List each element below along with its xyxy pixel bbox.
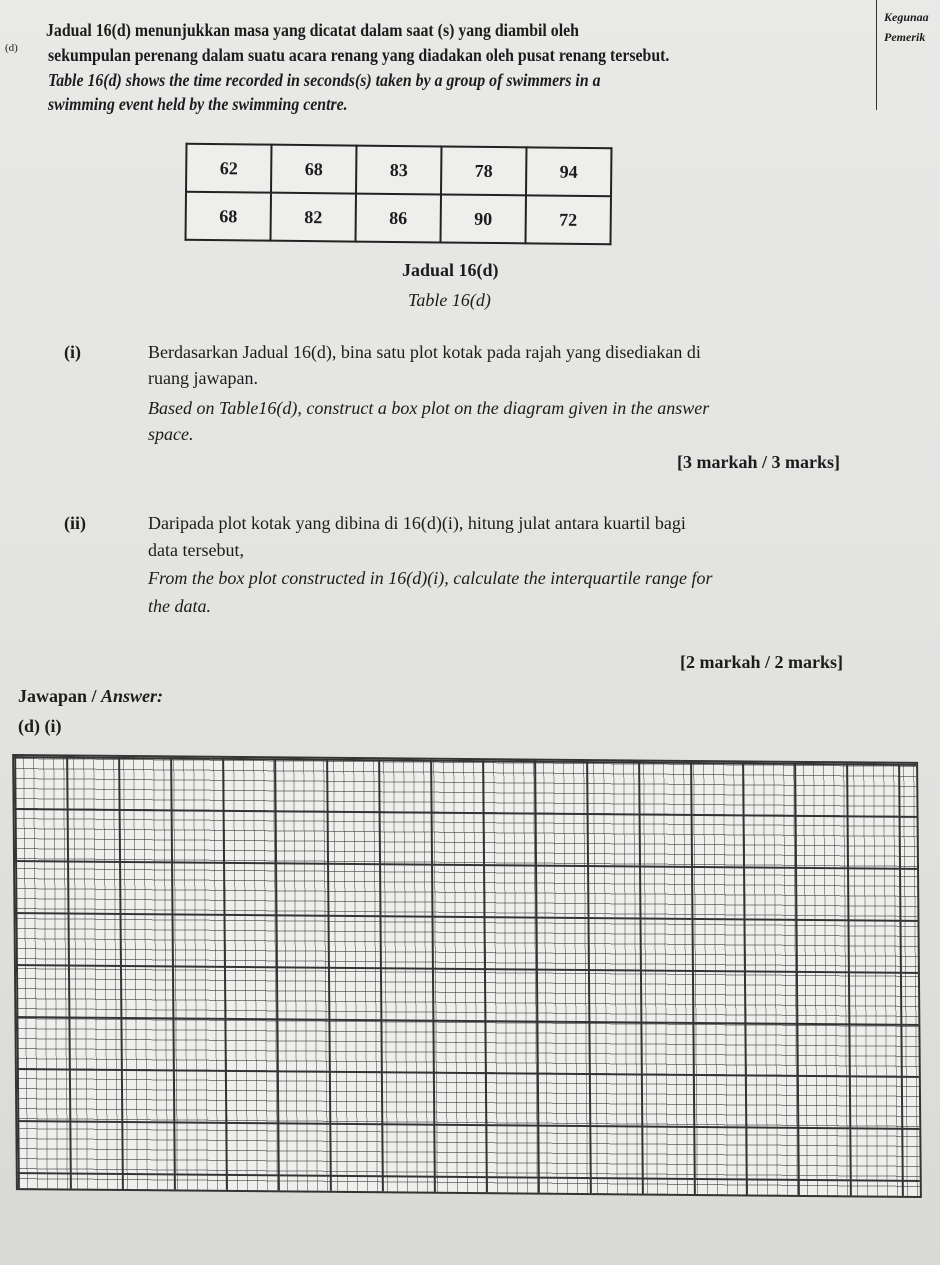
- part-ii-malay-line-2: data tersebut,: [148, 540, 244, 560]
- table-cell: 78: [441, 146, 526, 195]
- question-label: (d): [5, 42, 18, 54]
- answer-heading: [18, 686, 163, 707]
- part-ii-english-line-1: From the box plot constructed in 16(d)(i), calculate the interquartile range for: [148, 568, 713, 588]
- answer-sub-label: (d) (i): [18, 716, 62, 736]
- part-i-malay-line-2: ruang jawapan.: [148, 368, 258, 388]
- graph-paper-answer-area[interactable]: [12, 754, 922, 1198]
- table-row: [186, 144, 611, 196]
- question-english-line-2: swimming event held by the swimming centre.: [48, 94, 348, 114]
- table-cell: 86: [355, 194, 440, 243]
- part-i-marks: [3 markah / 3 marks]: [677, 452, 840, 472]
- part-i-malay-line-1: Berdasarkan Jadual 16(d), bina satu plot kotak pada rajah yang disediakan di: [148, 342, 701, 362]
- table-caption-malay: Jadual 16(d): [402, 260, 499, 280]
- table-cell: 82: [271, 193, 356, 242]
- table-cell: 68: [271, 145, 356, 194]
- answer-heading-english: Answer:: [101, 686, 164, 706]
- table-cell: 90: [440, 194, 525, 243]
- part-ii-malay-line-1: Daripada plot kotak yang dibina di 16(d)(i), hitung julat antara kuartil bagi: [148, 513, 686, 533]
- margin-label-pemeriksa: Pemerik: [884, 30, 926, 44]
- table-cell: 68: [186, 192, 271, 241]
- margin-divider: [876, 0, 877, 110]
- table-cell: 72: [525, 195, 610, 244]
- part-i-label: (i): [64, 342, 81, 362]
- table-cell: 94: [526, 147, 611, 196]
- question-english-line-1: Table 16(d) shows the time recorded in seconds(s) taken by a group of swimmers in a: [48, 70, 601, 90]
- part-i-english-line-1: Based on Table16(d), construct a box plot on the diagram given in the answer: [148, 398, 710, 418]
- table-caption-english: Table 16(d): [408, 290, 491, 310]
- margin-label-kegunaan: Kegunaa: [884, 10, 929, 24]
- question-malay-line-2: sekumpulan perenang dalam suatu acara renang yang diadakan oleh pusat renang tersebut.: [48, 45, 670, 65]
- data-table: [184, 143, 612, 245]
- part-ii-label: (ii): [64, 513, 86, 533]
- answer-heading-malay: Jawapan /: [18, 686, 102, 706]
- table-cell: 83: [356, 146, 441, 195]
- table-row: [186, 192, 611, 244]
- question-malay-line-1: Jadual 16(d) menunjukkan masa yang dicatat dalam saat (s) yang diambil oleh: [46, 20, 579, 40]
- part-ii-marks: [2 markah / 2 marks]: [680, 652, 843, 672]
- part-i-english-line-2: space.: [148, 424, 194, 444]
- table-cell: 62: [186, 144, 271, 193]
- part-ii-english-line-2: the data.: [148, 596, 211, 616]
